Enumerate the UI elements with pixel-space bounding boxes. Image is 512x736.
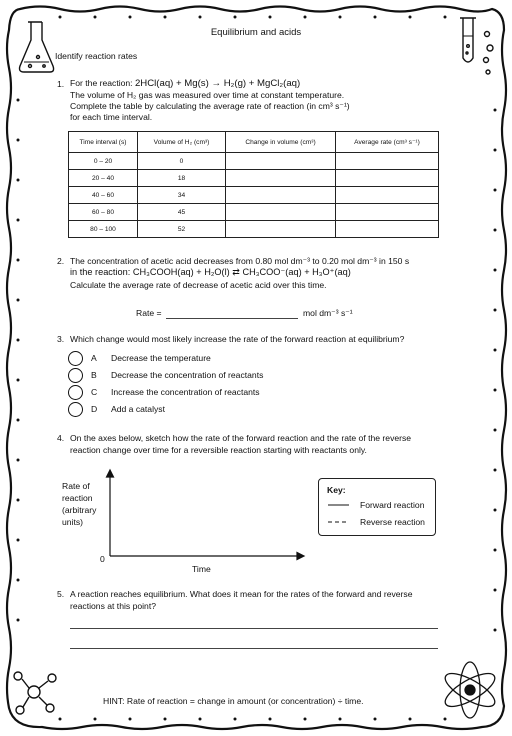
option-c-letter: C bbox=[91, 387, 98, 397]
atom-icon bbox=[441, 662, 499, 718]
cell-volume: 34 bbox=[138, 187, 226, 204]
q1-reaction-line bbox=[70, 78, 300, 89]
y-axis-label-2: reaction bbox=[62, 493, 93, 503]
q1-number: 1. bbox=[57, 79, 65, 89]
q2-line3: Calculate the average rate of decrease of acetic acid over this time. bbox=[70, 280, 327, 290]
cell-rate-input[interactable] bbox=[336, 221, 439, 238]
option-c-text: Increase the concentration of reactants bbox=[111, 387, 260, 397]
cell-change-input[interactable] bbox=[226, 153, 336, 170]
header-volume: Volume of H₂ (cm³) bbox=[138, 132, 226, 153]
cell-volume: 52 bbox=[138, 221, 226, 238]
cell-change-input[interactable] bbox=[226, 221, 336, 238]
option-d-radio[interactable] bbox=[68, 402, 83, 417]
option-d-text: Add a catalyst bbox=[111, 404, 165, 414]
option-d-letter: D bbox=[91, 404, 98, 414]
q4-number: 4. bbox=[57, 433, 65, 443]
q2-line2: in the reaction: CH₃COOH(aq) + H₂O(l) ⇄ CH₃COO⁻(aq) + H₃O⁺(aq) bbox=[70, 267, 351, 277]
option-a-radio[interactable] bbox=[68, 351, 83, 366]
cell-volume: 18 bbox=[138, 170, 226, 187]
option-b-radio[interactable] bbox=[68, 368, 83, 383]
x-axis-label: Time bbox=[192, 564, 211, 574]
key-reverse-label: Reverse reaction bbox=[360, 517, 425, 527]
molecule-icon bbox=[14, 672, 56, 714]
answer-line-2[interactable] bbox=[70, 648, 438, 649]
cell-rate-input[interactable] bbox=[336, 153, 439, 170]
cell-rate-input[interactable] bbox=[336, 187, 439, 204]
table-row bbox=[69, 204, 439, 221]
q1-reaction-prefix: For the reaction: bbox=[70, 78, 135, 88]
q5-number: 5. bbox=[57, 589, 65, 599]
q1-line3: Complete the table by calculating the average rate of reaction (in cm³ s⁻¹) bbox=[70, 101, 350, 111]
key-forward-label: Forward reaction bbox=[360, 500, 425, 510]
sketch-axes bbox=[107, 470, 305, 560]
origin-label: 0 bbox=[100, 554, 105, 564]
option-a-text: Decrease the temperature bbox=[111, 353, 211, 363]
table-row bbox=[69, 187, 439, 204]
key-title: Key: bbox=[327, 485, 346, 495]
cell-interval: 80 – 100 bbox=[69, 221, 138, 238]
q2-number: 2. bbox=[57, 256, 65, 266]
option-b-letter: B bbox=[91, 370, 97, 380]
q5-line1: A reaction reaches equilibrium. What does it mean for the rates of the forward and reverse bbox=[70, 589, 413, 599]
cell-interval: 60 – 80 bbox=[69, 204, 138, 221]
header-change-volume: Change in volume (cm³) bbox=[226, 132, 336, 153]
q3-question: Which change would most likely increase the rate of the forward reaction at equilibrium? bbox=[70, 334, 405, 344]
cell-rate-input[interactable] bbox=[336, 170, 439, 187]
rate-answer-line[interactable] bbox=[166, 318, 298, 319]
y-axis-label-4: units) bbox=[62, 517, 84, 527]
q1-line2: The volume of H₂ gas was measured over time at constant temperature. bbox=[70, 90, 345, 100]
table-row bbox=[69, 153, 439, 170]
q5-line2: reactions at this point? bbox=[70, 601, 156, 611]
table-row bbox=[69, 170, 439, 187]
cell-volume: 0 bbox=[138, 153, 226, 170]
q3-number: 3. bbox=[57, 334, 65, 344]
cell-interval: 0 – 20 bbox=[69, 153, 138, 170]
option-a-letter: A bbox=[91, 353, 97, 363]
answer-line-1[interactable] bbox=[70, 628, 438, 629]
option-b-text: Decrease the concentration of reactants bbox=[111, 370, 264, 380]
page-title: Equilibrium and acids bbox=[210, 27, 302, 38]
cell-change-input[interactable] bbox=[226, 170, 336, 187]
header-time-interval: Time interval (s) bbox=[69, 132, 138, 153]
rate-unit: mol dm⁻³ s⁻¹ bbox=[303, 308, 353, 318]
q2-line1: The concentration of acetic acid decreases from 0.80 mol dm⁻³ to 0.20 mol dm⁻³ in 150 s bbox=[70, 256, 410, 266]
option-c-radio[interactable] bbox=[68, 385, 83, 400]
cell-interval: 20 – 40 bbox=[69, 170, 138, 187]
cell-change-input[interactable] bbox=[226, 204, 336, 221]
q4-line2: reaction change over time for a reversible reaction starting with reactants only. bbox=[70, 445, 367, 455]
y-axis-label-1: Rate of bbox=[62, 481, 90, 491]
cell-interval: 40 – 60 bbox=[69, 187, 138, 204]
cell-volume: 45 bbox=[138, 204, 226, 221]
y-axis-label-3: (arbitrary bbox=[62, 505, 97, 515]
table-header-row bbox=[69, 132, 439, 153]
q1-reaction: 2HCl(aq) + Mg(s) → H₂(g) + MgCl₂(aq) bbox=[134, 78, 301, 89]
hint-text: HINT: Rate of reaction = change in amount (or concentration) ÷ time. bbox=[103, 696, 364, 706]
header-average-rate: Average rate (cm³ s⁻¹) bbox=[336, 132, 439, 153]
cell-rate-input[interactable] bbox=[336, 204, 439, 221]
rate-table bbox=[68, 131, 439, 238]
table-row bbox=[69, 221, 439, 238]
section-heading: Identify reaction rates bbox=[55, 51, 138, 61]
rate-label: Rate = bbox=[136, 308, 162, 318]
cell-change-input[interactable] bbox=[226, 187, 336, 204]
q1-line4: for each time interval. bbox=[70, 112, 153, 122]
q4-line1: On the axes below, sketch how the rate of the forward reaction and the rate of the reverse bbox=[70, 433, 412, 443]
